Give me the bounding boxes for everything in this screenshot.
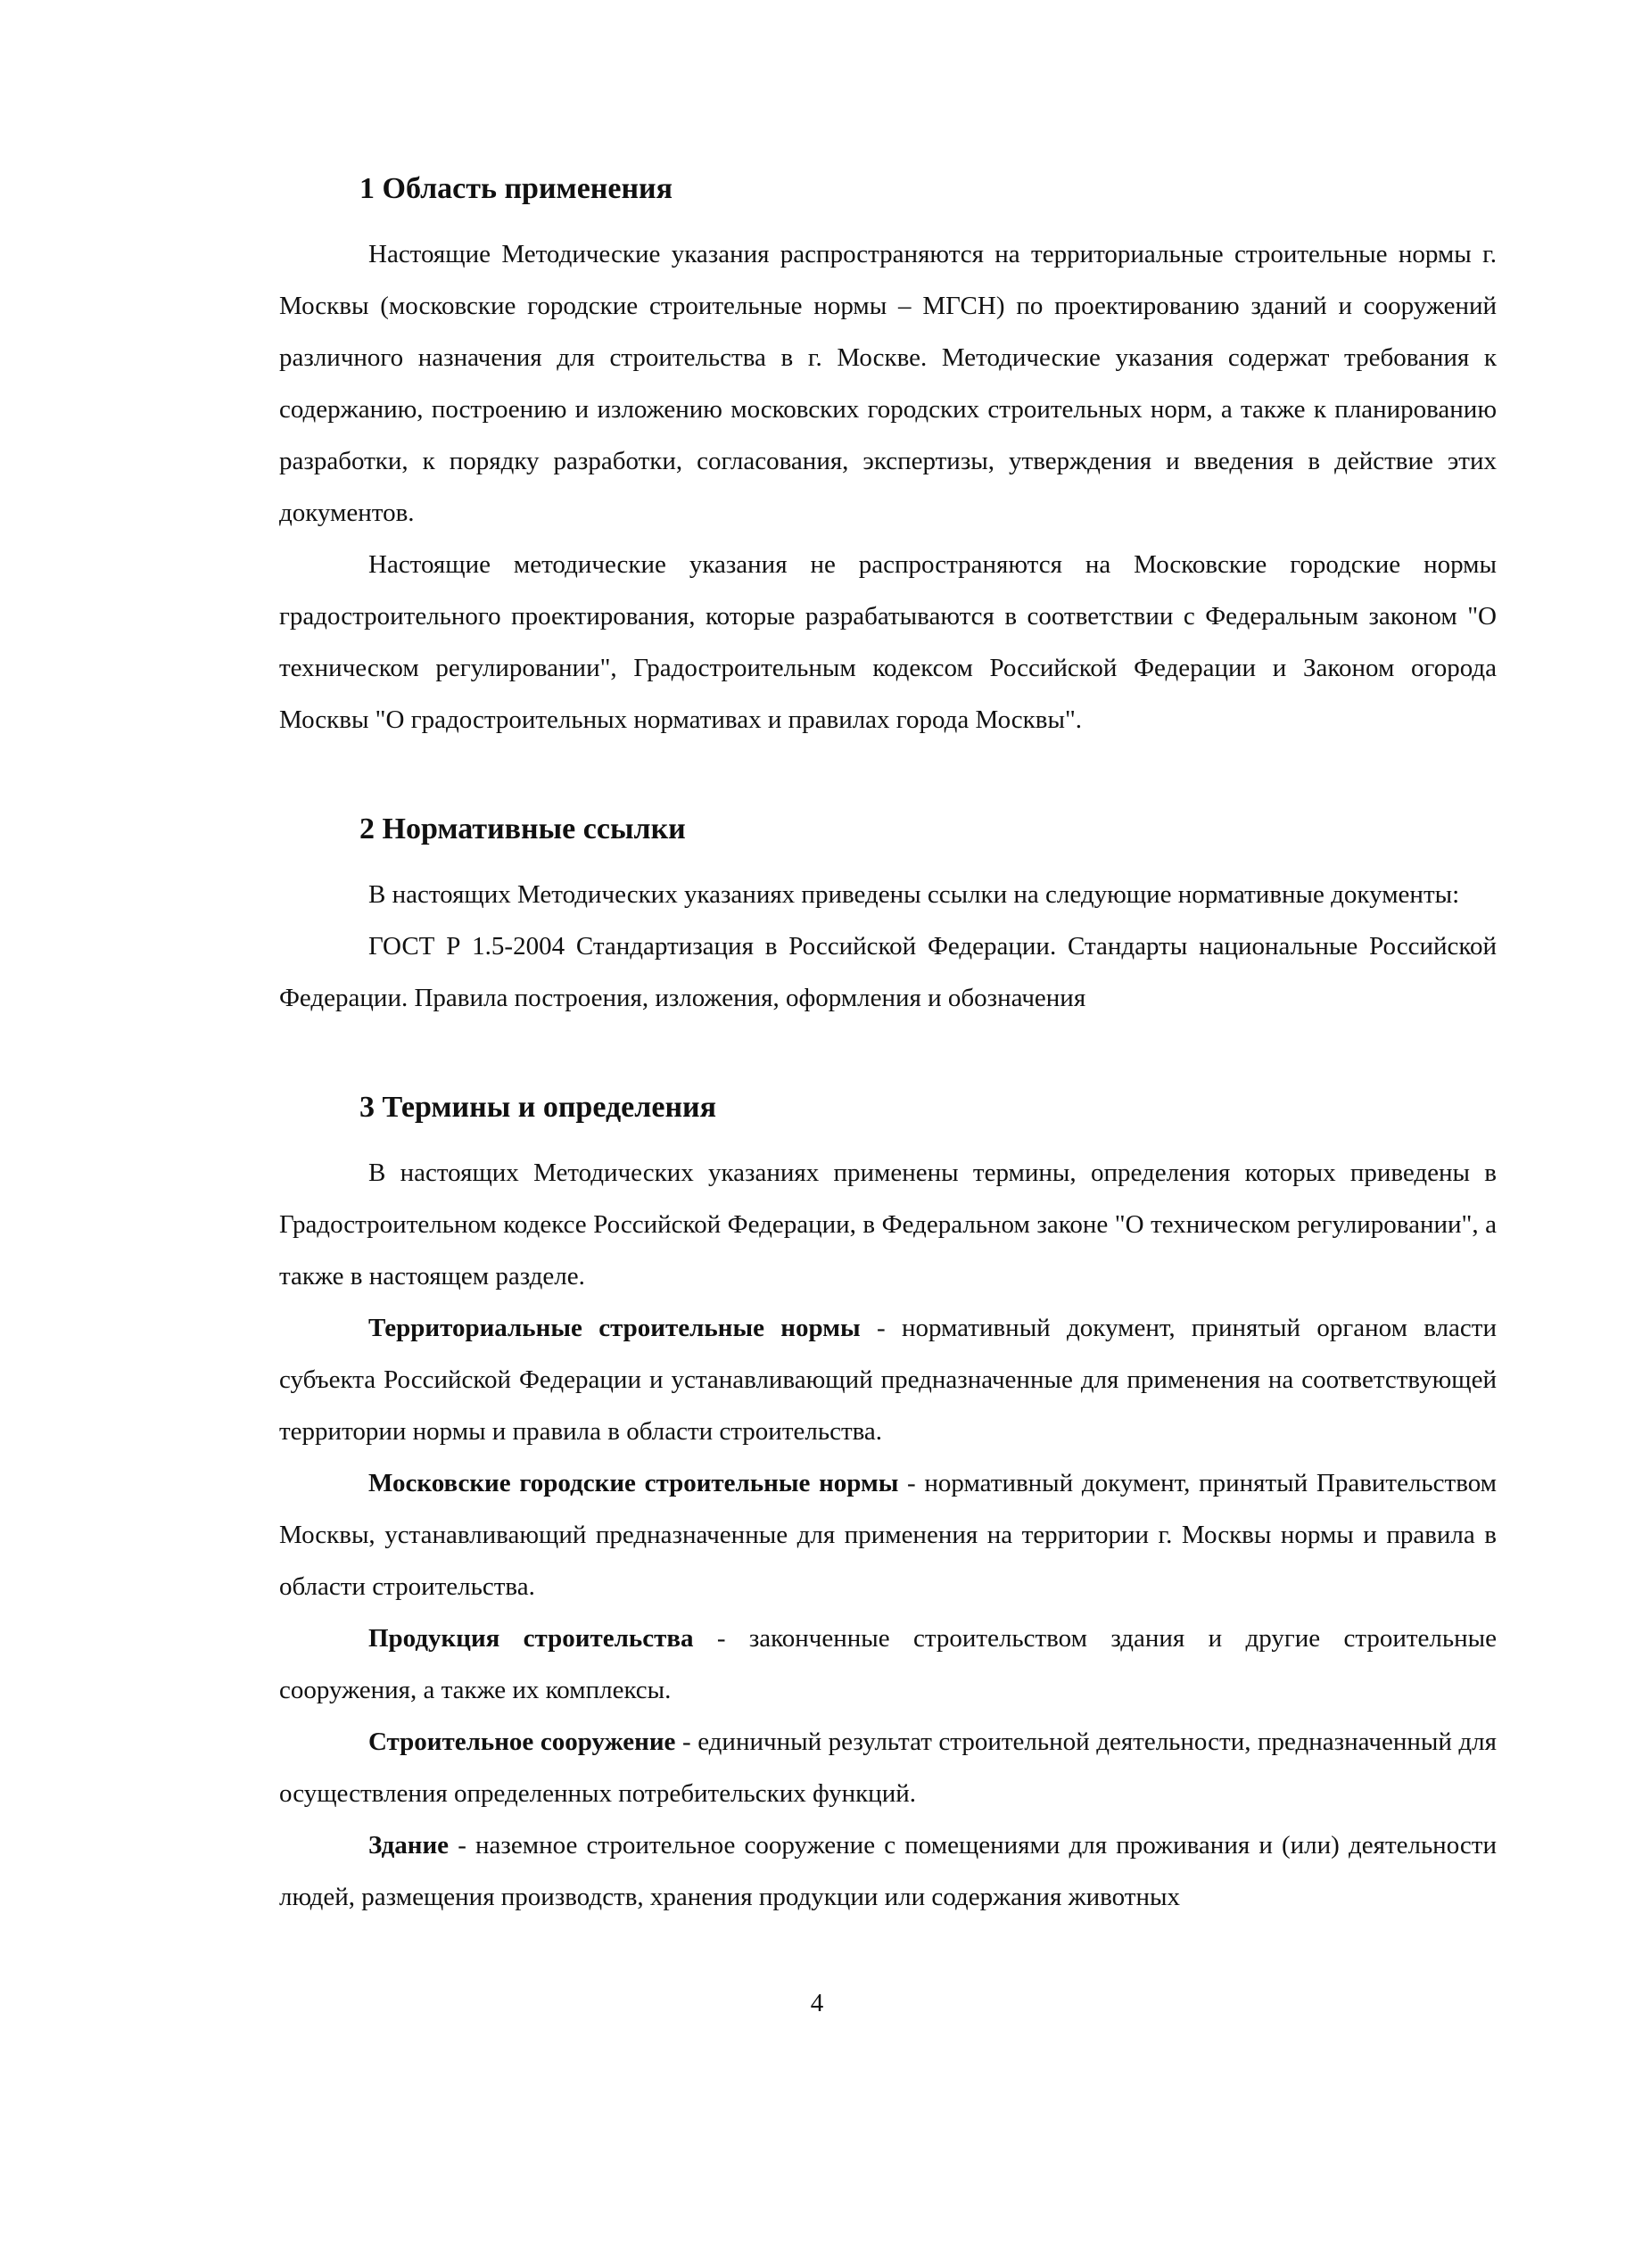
term-definition [279, 1716, 1497, 1819]
paragraph: В настоящих Методических указаниях приведены ссылки на следующие нормативные документы: [368, 880, 1460, 909]
document-page [279, 169, 1497, 1923]
paragraph: Настоящие методические указания не распространяются на Московские городские нормы градостроительного проектирования, которые разрабатываются в соответствии с Федеральным законом "О техническом регулировании", Градостроительным кодексом Российской Федерации и Законом огорода Москвы "О градостроительных нормативах и правилах города Москвы". [279, 550, 1497, 734]
term: Территориальные строительные нормы [368, 1314, 861, 1342]
section-heading: 3 Термины и определения [359, 1091, 717, 1124]
section-normative-references [279, 810, 1497, 1024]
definition: - нормативный документ, принятый Правительством Москвы, устанавливающий предназначенные для применения на территории г. Москвы нормы и правила в области строительства. [279, 1469, 1497, 1601]
definition: - единичный результат строительной деятельности, предназначенный для осуществления определенных потребительских функций. [279, 1728, 1497, 1808]
paragraph: В настоящих Методических указаниях применены термины, определения которых приведены в Градостроительном кодексе Российской Федерации, в Федеральном законе "О техническом регулировании", а также в настоящем разделе. [279, 1159, 1497, 1291]
paragraph: ГОСТ Р 1.5-2004 Стандартизация в Российской Федерации. Стандарты национальные Российской Федерации. Правила построения, изложения, оформления и обозначения [279, 932, 1497, 1012]
term: Строительное сооружение [368, 1728, 676, 1756]
term-definition [279, 1457, 1497, 1612]
definition: - нормативный документ, принятый органом власти субъекта Российской Федерации и устанавливающий предназначенные для применения на соответствующей территории нормы и правила в области строительства. [279, 1314, 1497, 1446]
term-definition [279, 1302, 1497, 1457]
page-number: 4 [810, 1989, 824, 2017]
section-heading: 1 Область применения [359, 172, 673, 205]
definition: - наземное строительное сооружение с помещениями для проживания и (или) деятельности людей, размещения производств, хранения продукции или содержания животных [279, 1831, 1497, 1911]
term: Продукция строительства [368, 1624, 694, 1653]
definition: - законченные строительством здания и другие строительные сооружения, а также их комплексы. [279, 1624, 1497, 1704]
section-heading: 2 Нормативные ссылки [359, 812, 686, 845]
paragraph: Настоящие Методические указания распространяются на территориальные строительные нормы г. Москвы (московские городские строительные нормы – МГСН) по проектированию зданий и сооружений различного назначения для строительства в г. Москве. Методические указания содержат требования к содержанию, построению и изложению московских городских строительных норм, а также к планированию разработки, к порядку разработки, согласования, экспертизы, утверждения и введения в действие этих документов. [279, 240, 1497, 527]
term: Московские городские строительные нормы [368, 1469, 899, 1497]
term: Здание [368, 1831, 450, 1860]
section-terms-definitions [279, 1088, 1497, 1923]
term-definition [279, 1819, 1497, 1923]
section-scope [279, 169, 1497, 746]
term-definition [279, 1612, 1497, 1716]
